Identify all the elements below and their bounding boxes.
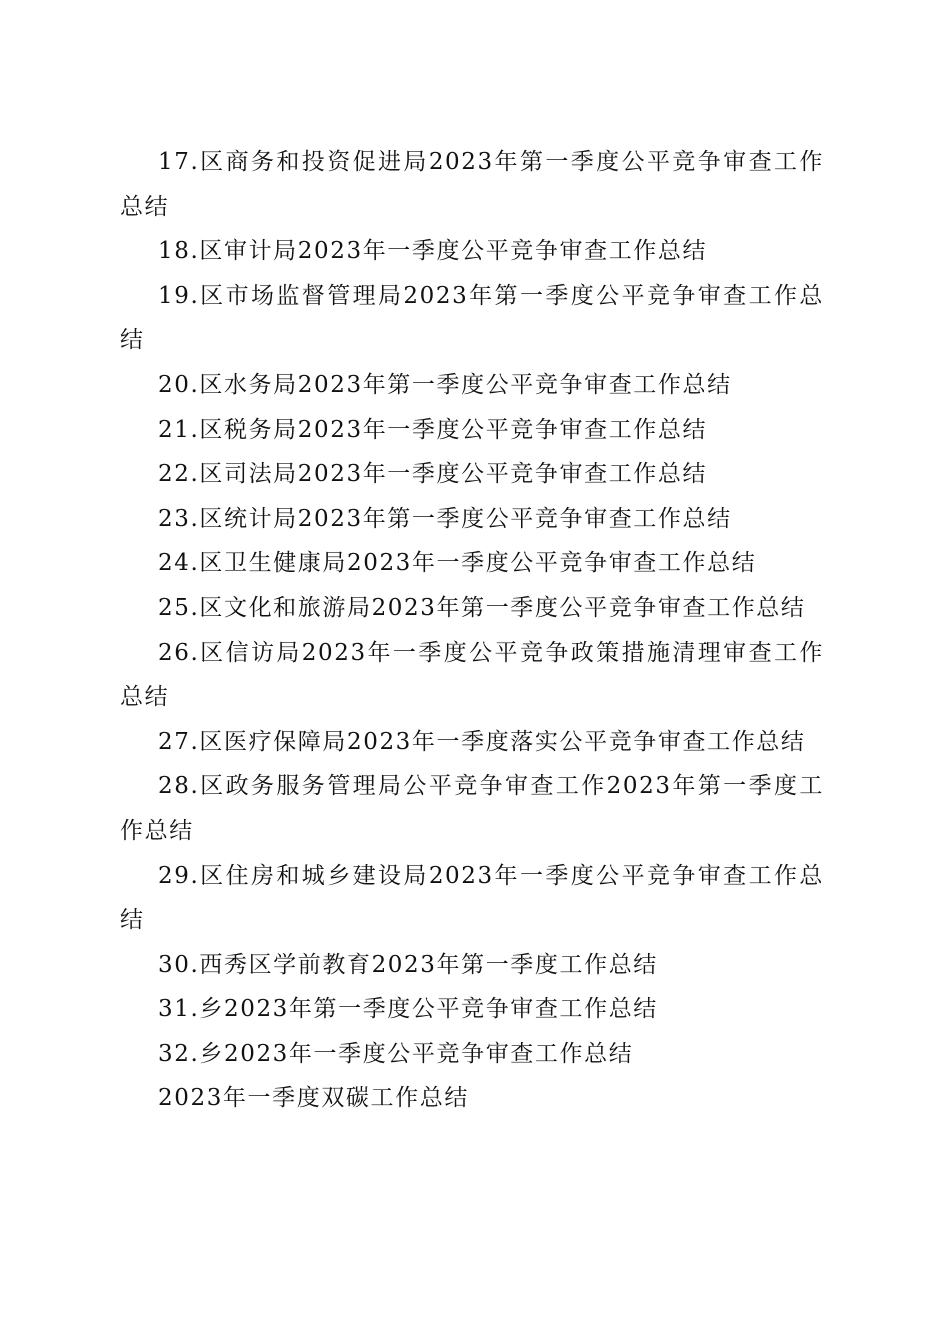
list-item: 23.区统计局2023年第一季度公平竞争审查工作总结 bbox=[158, 505, 732, 532]
list-item: 31.乡2023年第一季度公平竞争审查工作总结 bbox=[158, 996, 658, 1023]
list-item: 20.区水务局2023年第一季度公平竞争审查工作总结 bbox=[158, 371, 732, 398]
list-item: 32.乡2023年一季度公平竞争审查工作总结 bbox=[158, 1040, 634, 1067]
list-item: 26.区信访局2023年一季度公平竞争政策措施清理审查工作总结 bbox=[120, 639, 824, 711]
list-item: 29.区住房和城乡建设局2023年一季度公平竞争审查工作总结 bbox=[120, 862, 824, 934]
list-item: 28.区政务服务管理局公平竞争审查工作2023年第一季度工作总结 bbox=[120, 773, 824, 844]
list-item: 27.区医疗保障局2023年一季度落实公平竞争审查工作总结 bbox=[158, 728, 806, 755]
document-list bbox=[120, 140, 824, 1121]
list-item: 18.区审计局2023年一季度公平竞争审查工作总结 bbox=[158, 238, 708, 265]
list-item: 21.区税务局2023年一季度公平竞争审查工作总结 bbox=[158, 416, 708, 443]
list-item: 22.区司法局2023年一季度公平竞争审查工作总结 bbox=[158, 461, 708, 488]
list-item: 19.区市场监督管理局2023年第一季度公平竞争审查工作总结 bbox=[120, 282, 824, 354]
list-item: 25.区文化和旅游局2023年第一季度公平竞争审查工作总结 bbox=[158, 594, 806, 621]
list-item: 2023年一季度双碳工作总结 bbox=[158, 1085, 469, 1112]
list-item: 24.区卫生健康局2023年一季度公平竞争审查工作总结 bbox=[158, 550, 757, 577]
list-item: 17.区商务和投资促进局2023年第一季度公平竞争审查工作总结 bbox=[120, 149, 824, 220]
list-item: 30.西秀区学前教育2023年第一季度工作总结 bbox=[158, 951, 658, 978]
